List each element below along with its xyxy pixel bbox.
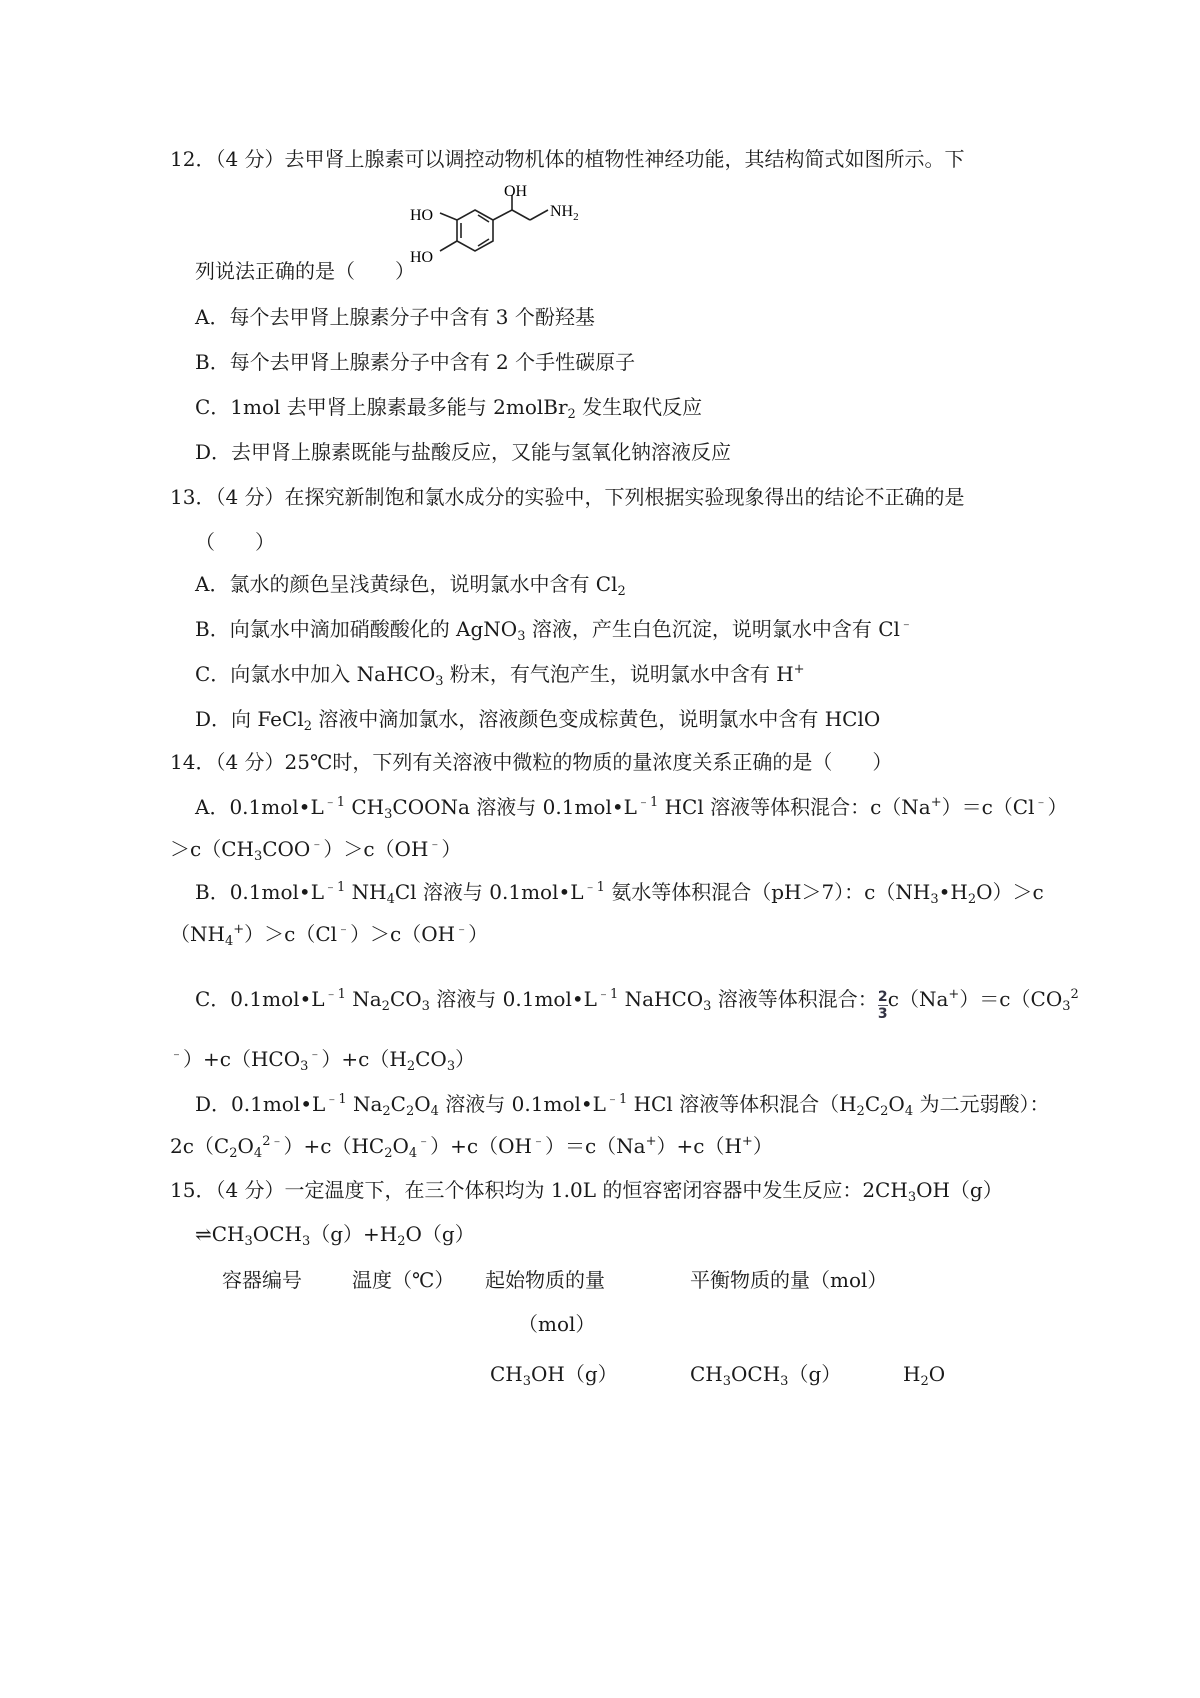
q14-stem: 14．（4 分）25℃时，下列有关溶液中微粒的物质的量浓度关系正确的是（ ） xyxy=(170,750,893,774)
q13-option-c: C．向氯水中加入 NaHCO$_3$ 粉末，有气泡产生，说明氯水中含有 H+ xyxy=(195,662,805,689)
q13-option-a: A．氯水的颜色呈浅黄绿色，说明氯水中含有 $Cl_2$ xyxy=(195,572,626,599)
q14-option-c-line1: C．$0.1mol•L^{﹣1}$ $Na_2CO_3$ 溶液与 $0.1mol•L^{﹣1}$ NaHCO$_3$ 溶液等体积混合： $\frac{2}{3}$ $c(Na^+)=c(CO_3^2$ xyxy=(195,987,1079,1022)
table-header-container: 容器编号 xyxy=(222,1268,302,1292)
q14-option-d-line2: $2c(C_2O_4^{2﹣})+c(HC_2O_4^﹣)+c(OH^﹣)=c(Na^+)+c(H^+)$ xyxy=(170,1134,773,1161)
q13-stem-line1: 13．（4 分）在探究新制饱和氯水成分的实验中，下列根据实验现象得出的结论不正确的是 xyxy=(170,485,965,509)
table-header-eq-amount: 平衡物质的量（mol） xyxy=(690,1268,888,1292)
table-subheader-h2o: $H_2O$ xyxy=(903,1362,946,1389)
table-subheader-ch3oh: $CH_3OH(g)$ xyxy=(490,1362,618,1389)
table-header-temperature: 温度（℃） xyxy=(352,1268,455,1292)
q12-option-a: A．每个去甲肾上腺素分子中含有 3 个酚羟基 xyxy=(195,305,595,329)
q14-option-a-line1: A．$0.1mol•L^{﹣1}$ $CH_3COONa$ 溶液与 $0.1mol•L^{﹣1}$ HCl 溶液等体积混合：c（Na+）＝c（Cl﹣） xyxy=(195,795,1068,822)
table-header-start-amount: 起始物质的量 xyxy=(485,1268,605,1292)
ho-label-b: HO xyxy=(410,249,434,266)
oh-top-label: OH xyxy=(504,185,528,200)
q14-option-c-line2: $^﹣)+c(HCO_3^﹣)+c(H_2CO_3)$ xyxy=(170,1047,476,1074)
q12-structure-diagram xyxy=(400,185,600,285)
q15-stem-line2: $\rightleftharpoons CH_3OCH_3(g)+H_2O(g)$ xyxy=(195,1222,475,1249)
q12-option-c: C．1mol 去甲肾上腺素最多能与 2molBr$_2$ 发生取代反应 xyxy=(195,395,703,422)
q12-option-b: B．每个去甲肾上腺素分子中含有 2 个手性碳原子 xyxy=(195,350,636,374)
table-subheader-ch3och3: $CH_3OCH_3(g)$ xyxy=(690,1362,842,1389)
q14-option-b-line1: B．$0.1mol•L^{﹣1}$ $NH_4Cl$ 溶液与 $0.1mol•L^{﹣1}$ 氨水等体积混合（pH＞7）：$c(NH_3•H_2O)>c$ xyxy=(195,880,1044,907)
q14-option-d-line1: D．$0.1mol•L^{﹣1}$ $Na_2C_2O_4$ 溶液与 $0.1mol•L^{﹣1}$ HCl 溶液等体积混合（$H_2C_2O_4$ 为二元弱酸）： xyxy=(195,1092,1050,1119)
q12-stem-line2: 列说法正确的是（ ） xyxy=(195,259,415,283)
q14-option-b-line2: $(NH_4^+)>c(Cl^﹣)>c(OH^﹣)$ xyxy=(170,922,489,949)
q13-option-b: B．向氯水中滴加硝酸酸化的 AgNO$_3$ 溶液，产生白色沉淀，说明氯水中含有 Cl﹣ xyxy=(195,617,913,644)
q12-stem-line1: 12．（4 分）去甲肾上腺素可以调控动物机体的植物性神经功能，其结构简式如图所示。下 xyxy=(170,147,965,171)
q15-stem-line1: 15．（4 分）一定温度下，在三个体积均为 1.0L 的恒容密闭容器中发生反应：$2CH_3OH(g)$ xyxy=(170,1178,1003,1205)
q13-option-d: D．向 FeCl$_2$ 溶液中滴加氯水，溶液颜色变成棕黄色，说明氯水中含有 HClO xyxy=(195,707,881,734)
table-header-start-unit: （mol） xyxy=(518,1312,596,1336)
q13-stem-line2: （ ） xyxy=(195,530,275,554)
nh2-label: $NH_2$ xyxy=(550,203,579,223)
ho-label-a: HO xyxy=(410,207,434,224)
q14-option-a-line2: $>c(CH_3COO^﹣)>c(OH^﹣)$ xyxy=(170,837,462,864)
fraction-two-thirds: $\frac{2}{3}$ xyxy=(877,989,888,1022)
q12-option-d: D．去甲肾上腺素既能与盐酸反应，又能与氢氧化钠溶液反应 xyxy=(195,440,732,464)
